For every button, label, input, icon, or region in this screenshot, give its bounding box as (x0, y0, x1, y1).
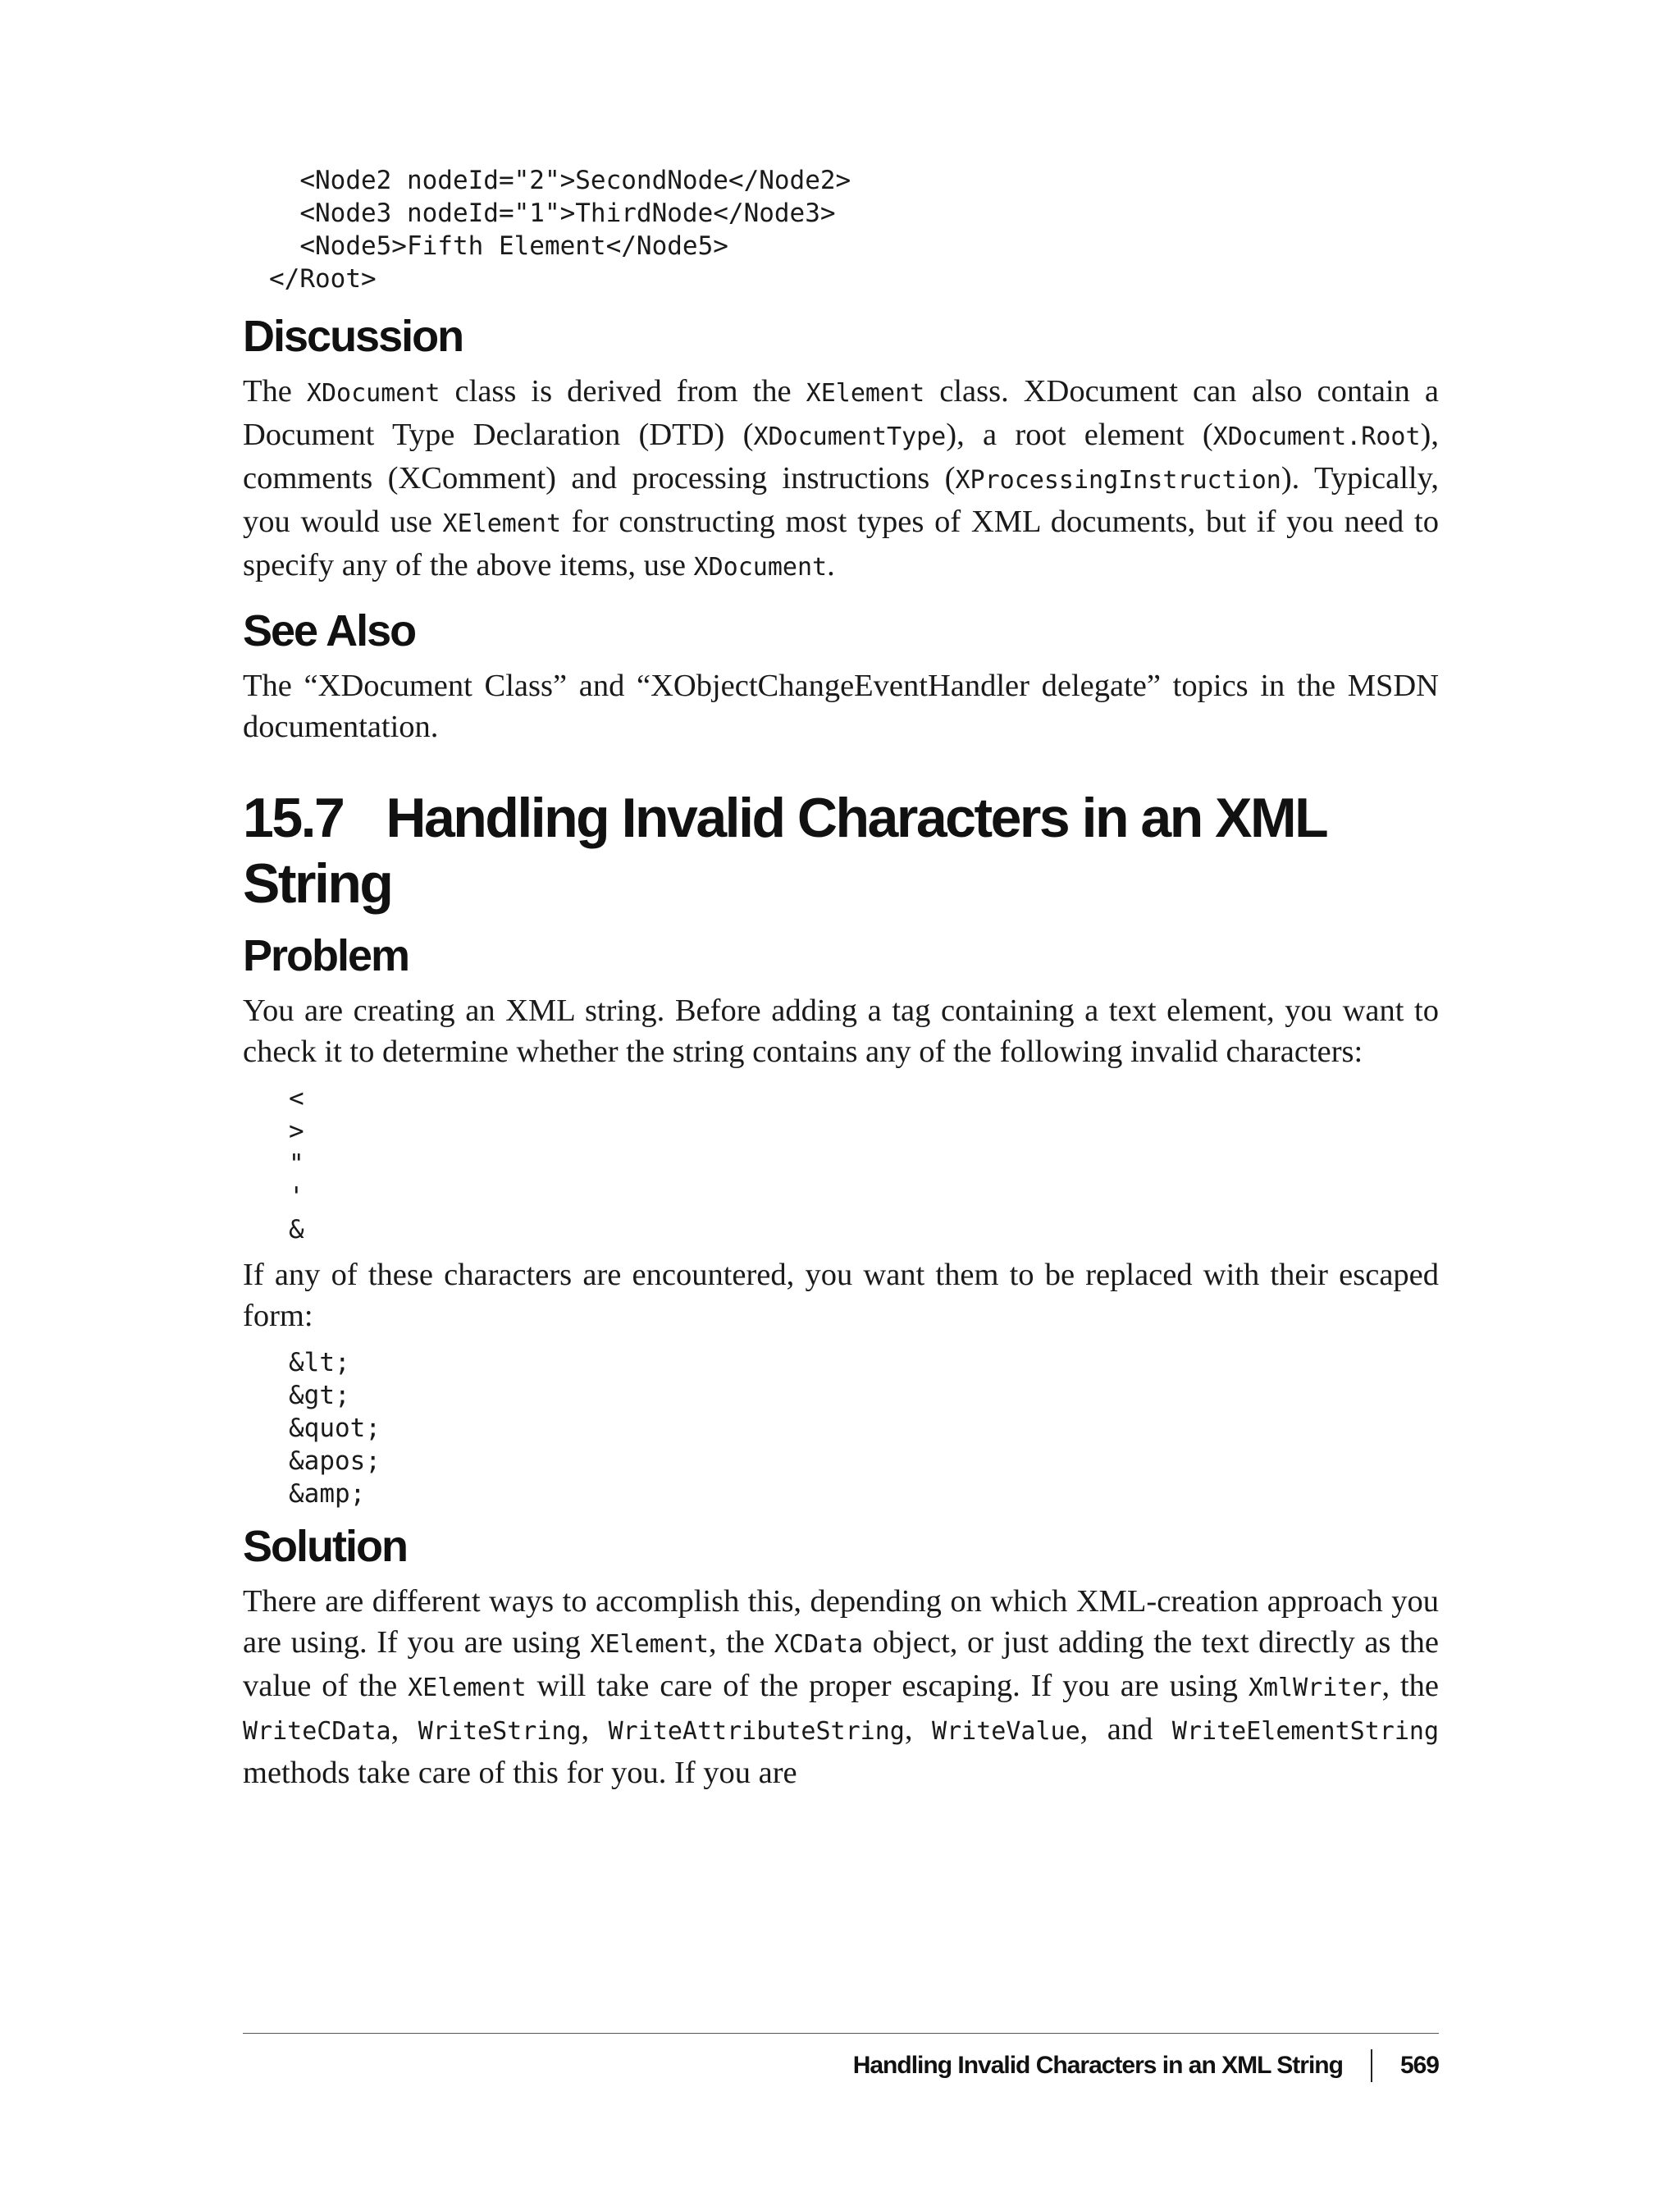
char-item: > (289, 1117, 304, 1146)
char-item: " (289, 1149, 304, 1179)
char-item: ' (289, 1182, 304, 1212)
see-also-paragraph: The “XDocument Class” and “XObjectChangeEventHandler delegate” topics in the MSDN documentation. (243, 669, 1439, 744)
problem-paragraph-2: If any of these characters are encountered, you want them to be replaced with their escaped form: (243, 1258, 1439, 1333)
footer-rule (243, 2033, 1439, 2034)
problem-paragraph: You are creating an XML string. Before adding a tag containing a text element, you want to check it to determine whether the string contains any of the following invalid characters: (243, 993, 1439, 1069)
section-heading-discussion: Discussion (243, 312, 463, 361)
page-footer (853, 2049, 1439, 2082)
escape-item: &gt; (289, 1381, 350, 1410)
escaped-forms-list (289, 1346, 1439, 1510)
code-line: <Node2 nodeId="2">SecondNode</Node2> (269, 166, 851, 195)
section-heading-see-also: See Also (243, 606, 416, 655)
footer-separator (1371, 2049, 1372, 2082)
escape-item: &amp; (289, 1479, 366, 1509)
section-heading-problem: Problem (243, 931, 409, 980)
page-number: 569 (1399, 2052, 1439, 2079)
code-line: <Node5>Fifth Element</Node5> (269, 231, 728, 261)
char-item: & (289, 1215, 304, 1245)
code-line: </Root> (269, 264, 377, 294)
recipe-title-text: Handling Invalid Characters in an XML String (243, 787, 1326, 915)
solution-paragraph: There are different ways to accomplish this, depending on which XML-creation approach you are using. If you are using XElement, the XCData object, or just adding the text directly as the value of the XElement will take care of the proper escaping. If you are using XmlWriter, the WriteCData, WriteString, WriteAttributeString, WriteValue, and WriteElementString methods take care of this for you. If you are (243, 1584, 1440, 1790)
recipe-title (243, 785, 1439, 916)
escape-item: &apos; (289, 1446, 381, 1476)
code-line: <Node3 nodeId="1">ThirdNode</Node3> (269, 199, 836, 228)
discussion-paragraph: The XDocument class is derived from the XElement class. XDocument can also contain a Document Type Declaration (DTD) (XDocumentType), a root element (XDocument.Root), comments (XComment) and processing instructions (XProcessingInstruction). Typically, you would use XElement for constructing most types of XML documents, but if you need to specify any of the above items, use XDocument. (243, 374, 1440, 582)
page-content (243, 164, 1439, 1793)
escape-item: &quot; (289, 1414, 381, 1443)
char-item: < (289, 1084, 304, 1113)
escape-item: &lt; (289, 1348, 350, 1377)
code-listing (269, 164, 1439, 295)
section-heading-solution: Solution (243, 1522, 407, 1571)
running-footer-title: Handling Invalid Characters in an XML String (852, 2052, 1343, 2079)
recipe-number: 15.7 (243, 787, 344, 849)
invalid-chars-list (289, 1082, 1439, 1246)
